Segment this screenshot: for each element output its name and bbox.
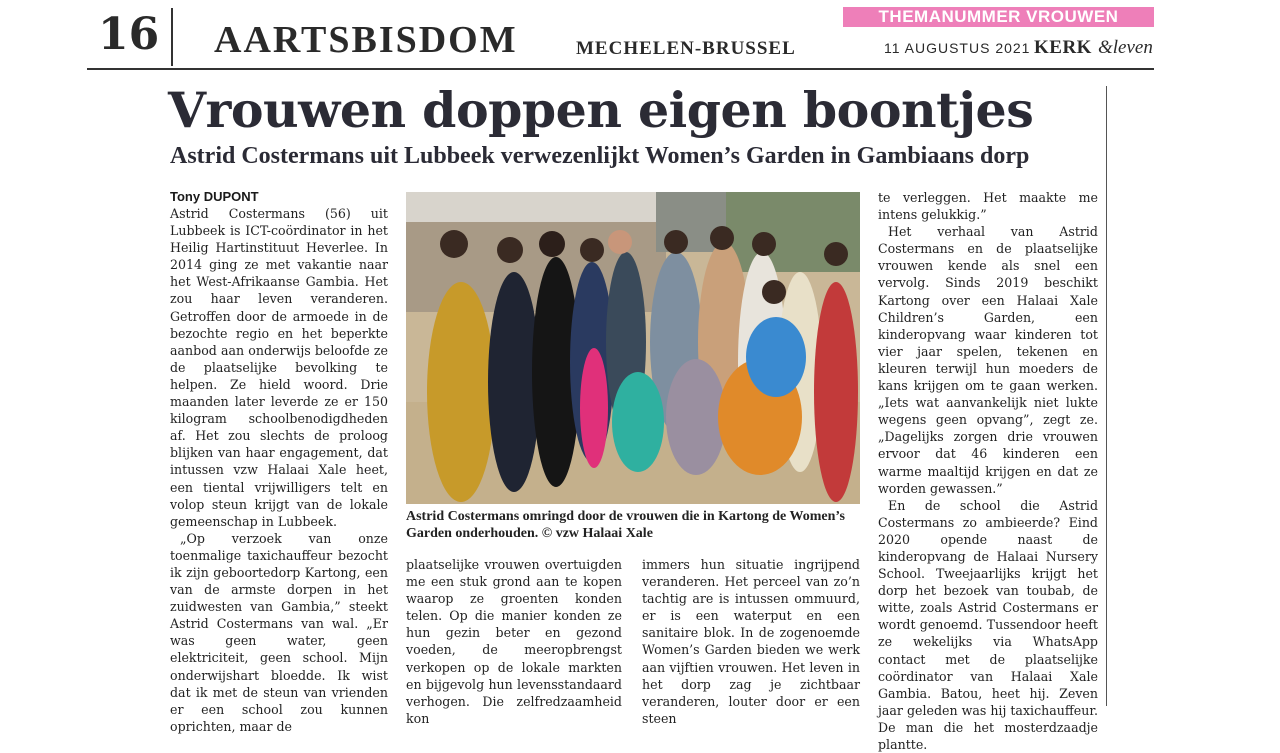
article-photo bbox=[406, 192, 860, 504]
article-headline: Vrouwen doppen eigen boontjes bbox=[168, 81, 1034, 139]
paragraph: En de school die Astrid Costermans zo ambieerde? Eind 2020 opende naast de kinderopvang de Halaai Nursery School. Tweejaarlijks krijgt het dorp het bezoek van toubab, de witte, zoals Astrid Costermans er wordt genoemd. Tussendoor heeft ze wekelijks via WhatsApp contact met de plaatselijke coördinator van Halaai Xale Gambia. Batou, heet hij. Zeven jaar geleden was hij taxichauffeur. De man die het mosterdzaadje plantte. bbox=[878, 497, 1099, 752]
issue-date: 11 AUGUSTUS 2021 bbox=[884, 40, 1031, 56]
article-author: Tony DUPONT bbox=[170, 189, 259, 204]
article-column-1 bbox=[170, 205, 388, 735]
paragraph: Astrid Costermans (56) uit Lubbeek is ICT-coördinator in het Heilig Hartinstituut Heverlee. In 2014 ging ze met vakantie naar het West-Afrikaanse Gambia. Het zou haar leven veranderen. Getroffen door de armoede in de bezochte regio en het beperkte aanbod aan onderwijs beloofde ze de plaatselijke bevolking te helpen. Ze hield woord. Drie maanden later leverde ze er 150 kilogram schoolbenodigdheden af. Het zou slechts de proloog blijken van haar engagement, dat intussen vzw Halaai Xale heet, een tiental vrijwilligers telt en volop steun krijgt van de lokale gemeenschap in Lubbeek. bbox=[170, 206, 388, 529]
section-title: AARTSBISDOM bbox=[214, 19, 518, 61]
section-subtitle: MECHELEN-BRUSSEL bbox=[576, 38, 796, 59]
article-column-3 bbox=[642, 556, 860, 727]
masthead-rule bbox=[87, 68, 1154, 70]
paragraph: Het verhaal van Astrid Costermans en de plaatselijke vrouwen kende als snel een vervolg. Sinds 2019 beschikt Kartong over een Halaai Xale Children’s Garden, een kinderopvang waar kinderen tot vier jaar spelen, tekenen en kleuren terwijl hun moeders de kans krijgen om te gaan werken. „Iets wat aanvankelijk niet lukte wegens geen opvang”, zegt ze. „Dagelijks zorgen drie vrouwen ervoor dat 46 kinderen een warme maaltijd krijgen en dat ze worden gewassen.” bbox=[878, 224, 1098, 496]
logo-leven: leven bbox=[1112, 37, 1153, 58]
publication-logo bbox=[1034, 36, 1153, 59]
photo-caption: Astrid Costermans omringd door de vrouwen die in Kartong de Women’s Garden onderhouden. © vzw Halaai Xale bbox=[406, 509, 845, 541]
paragraph: plaatselijke vrouwen overtuigden me een stuk grond aan te kopen waarop ze groenten konden telen. Op die manier konden ze hun gezin beter en gezond voeden, de meeropbrengst verkopen op de lokale markten en bijgevolg hun levensstandaard verhogen. Die zelfredzaamheid kon bbox=[406, 557, 622, 726]
paragraph: immers hun situatie ingrijpend veranderen. Het perceel van zo’n tachtig are is intussen ommuurd, er is een waterput en een sanitaire blok. In de zogenoemde Women’s Garden bieden we werk aan vijftien vrouwen. Het leven in het dorp zag je zichtbaar veranderen, louter door er een steen bbox=[642, 557, 860, 726]
logo-kerk: KERK bbox=[1034, 37, 1092, 58]
column-rule bbox=[1106, 86, 1107, 706]
article-subheadline: Astrid Costermans uit Lubbeek verwezenlijkt Women’s Garden in Gambiaans dorp bbox=[170, 143, 1030, 169]
logo-ampersand: & bbox=[1098, 37, 1113, 58]
paragraph: te verleggen. Het maakte me intens gelukkig.” bbox=[878, 190, 1098, 223]
paragraph: „Op verzoek van onze toenmalige taxichauffeur bezocht ik zijn geboortedorp Kartong, een van de armste dorpen in het zuidwesten van Gambia,” steekt Astrid Costermans van wal. „Er was geen water, geen elektriciteit, geen school. Mijn onderwijshart bloedde. Ik wist dat ik met de steun van vrienden er een school zou kunnen oprichten, maar de bbox=[170, 530, 388, 734]
theme-banner: THEMANUMMER VROUWEN bbox=[843, 7, 1154, 27]
article-column-2 bbox=[406, 556, 622, 727]
article-column-4 bbox=[878, 189, 1098, 753]
page-number: 16 bbox=[98, 9, 160, 60]
masthead-divider bbox=[171, 8, 173, 66]
